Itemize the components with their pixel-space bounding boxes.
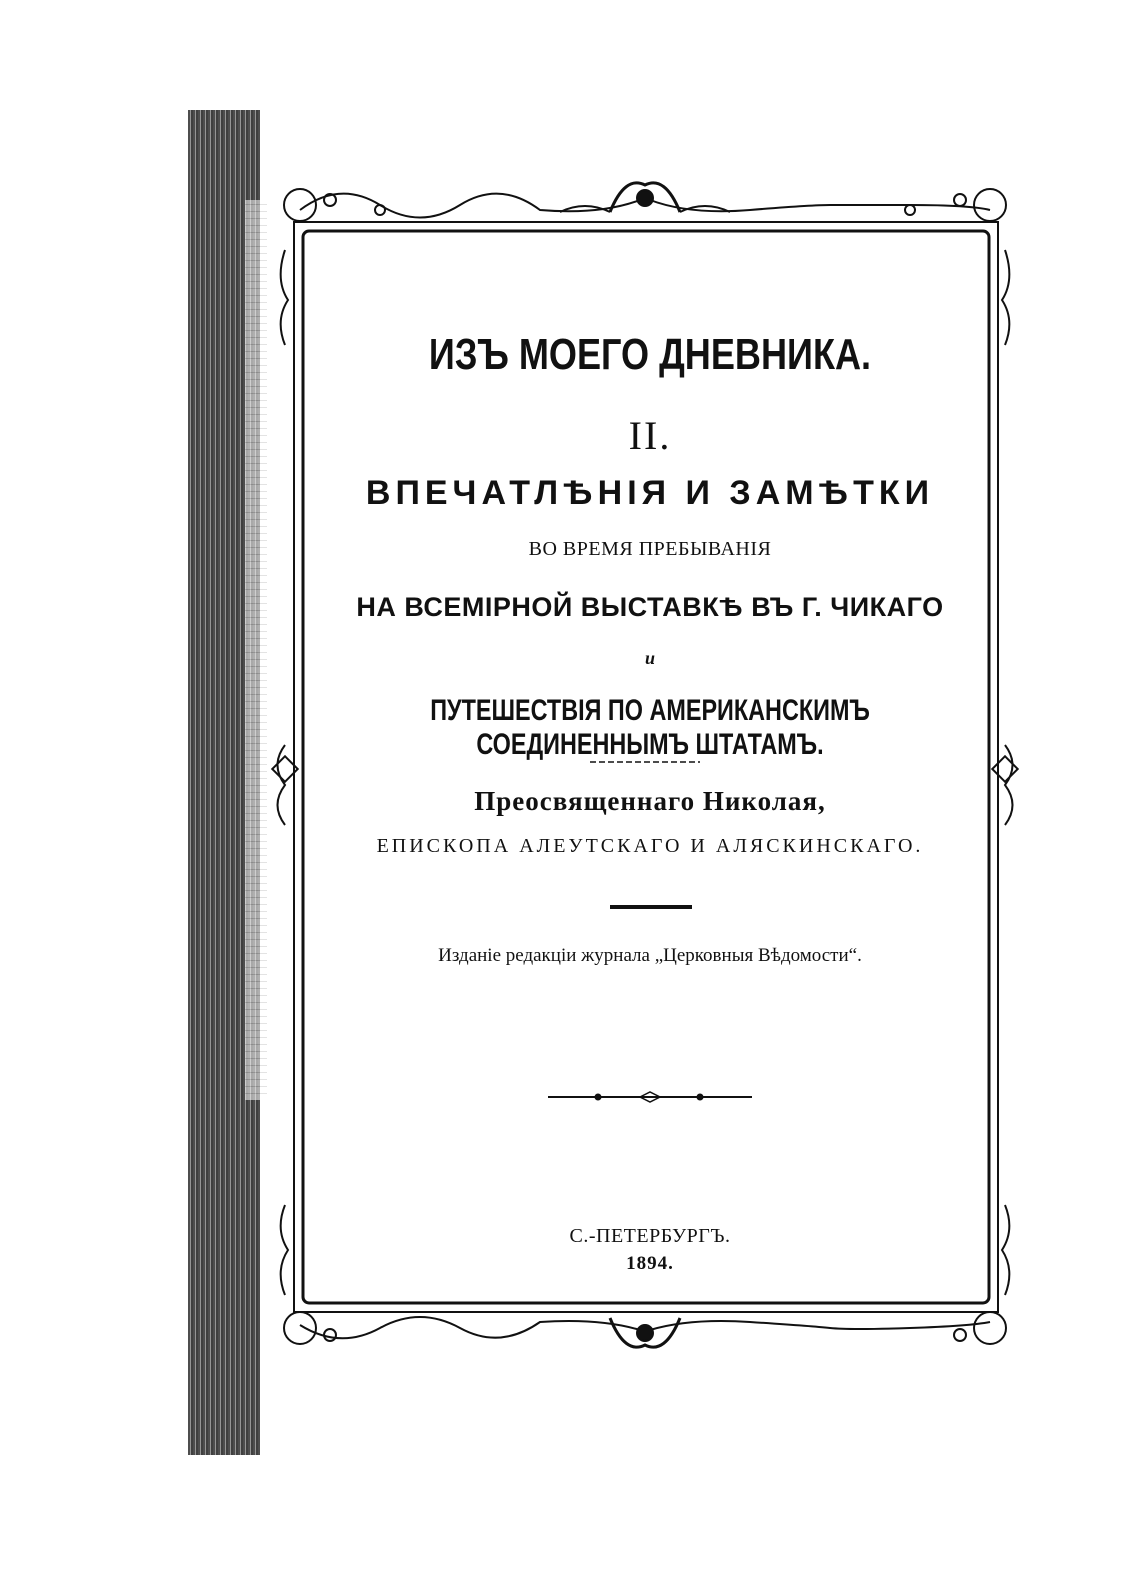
subtitle-line-journey: ПУТЕШЕСТВІЯ ПО АМЕРИКАНСКИМЪ СОЕДИНЕННЫМЪ ШТАТАМЪ. (430, 694, 870, 761)
publication-city: С.-ПЕТЕРБУРГЪ. (569, 1225, 731, 1247)
heavy-rule (610, 905, 692, 909)
author-title: ЕПИСКОПА АЛЕУТСКАГО И АЛЯСКИНСКАГО. (376, 835, 924, 857)
subtitle-line-exhibition: НА ВСЕМІРНОЙ ВЫСТАВКѢ ВЪ Г. ЧИКАГО (356, 592, 944, 622)
conjunction: и (644, 648, 655, 668)
volume-number: II. (628, 413, 672, 458)
side-ornaments (272, 250, 1017, 1295)
author-name: Преосвященнаго Николая, (474, 786, 826, 816)
bottom-divider (548, 1092, 752, 1102)
top-ornament (284, 183, 1006, 221)
subtitle: ВПЕЧАТЛѢНІЯ И ЗАМѢТКИ (365, 474, 935, 512)
bottom-ornament (284, 1312, 1006, 1347)
publication-year: 1894. (626, 1253, 674, 1274)
subtitle-line-during: ВО ВРЕМЯ ПРЕБЫВАНІЯ (528, 538, 772, 560)
publisher-line: Изданіе редакціи журнала „Церковныя Вѣдомости“. (438, 945, 862, 966)
page-title: ИЗЪ МОЕГО ДНЕВНИКА. (428, 330, 872, 379)
